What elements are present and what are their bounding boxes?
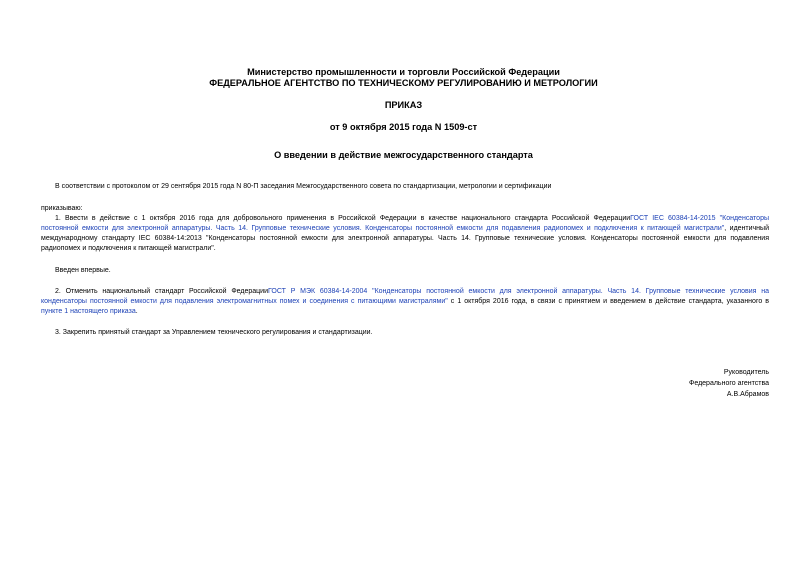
- introduced-first-time: Введен впервые.: [55, 267, 111, 274]
- item1-line2: [41, 224, 769, 234]
- item2-line3: [41, 307, 138, 317]
- signature-organization: Федерального агентства: [689, 380, 769, 387]
- signature-position: Руководитель: [723, 369, 769, 376]
- item2-line1: [55, 287, 769, 297]
- document-date-number: от 9 октября 2015 года N 1509-ст: [329, 122, 478, 132]
- gost-iec-60384-14-2015-link[interactable]: ГОСТ IEC 60384-14-2015 "Конденсаторы: [630, 215, 769, 222]
- document-type: ПРИКАЗ: [384, 100, 423, 110]
- document-subject: О введении в действие межгосударственного стандарта: [274, 150, 533, 160]
- item1-text: 1. Ввести в действие с 1 октября 2016 года для добровольного применения в Российской Федерации в качестве национального стандарта Российской Федерации: [55, 215, 631, 222]
- gost-iec-60384-14-2015-link-cont[interactable]: постоянной емкости для электронной аппаратуры. Часть 14. Групповые технические условия. Конденсаторы постоянной емкости для подавления радиопомех и подключения к питающей магистрали": [41, 225, 725, 232]
- item1-line3: международному стандарту IEC 60384-14:2013 "Конденсаторы постоянной емкости для электронной аппаратуры. Часть 14. Групповые технические условия. Конденсаторы постоянной емкости для подавления: [41, 235, 769, 242]
- item3-text: 3. Закрепить принятый стандарт за Управлением технического регулирования и стандартизации.: [55, 329, 373, 336]
- gost-r-iec-60384-14-2004-link-cont[interactable]: конденсаторы постоянной емкости для подавления электромагнитных помех и соединения с питающими магистралями": [41, 298, 448, 305]
- item1-line1: [55, 214, 769, 224]
- preamble-text: В соответствии с протоколом от 29 сентября 2015 года N 80-П заседания Межгосударственного совета по стандартизации, метрологии и сертификации: [55, 183, 552, 190]
- gost-r-iec-60384-14-2004-link[interactable]: ГОСТ Р МЭК 60384-14-2004 "Конденсаторы постоянной емкости для электронной аппаратуры. Часть 14. Групповые технические условия на: [268, 288, 769, 295]
- item1-reference-link[interactable]: пункте 1 настоящего приказа: [41, 308, 136, 315]
- item2-text: 2. Отменить национальный стандарт Российской Федерации: [55, 288, 268, 295]
- item2-line2: [41, 297, 769, 307]
- order-word: приказываю:: [41, 205, 83, 212]
- ministry-title: Министерство промышленности и торговли Российской Федерации: [247, 67, 560, 77]
- item1-text-cont: , идентичный: [724, 225, 769, 232]
- agency-title: ФЕДЕРАЛЬНОЕ АГЕНТСТВО ПО ТЕХНИЧЕСКОМУ РЕГУЛИРОВАНИЮ И МЕТРОЛОГИИ: [209, 78, 598, 88]
- signature-name: А.В.Абрамов: [726, 391, 769, 398]
- item2-text-cont: с 1 октября 2016 года, в связи с принятием и введением в действие стандарта, указанного в: [447, 298, 769, 305]
- item1-line4: радиопомех и подключения к питающей магистрали".: [41, 245, 216, 252]
- item2-end: .: [135, 308, 138, 315]
